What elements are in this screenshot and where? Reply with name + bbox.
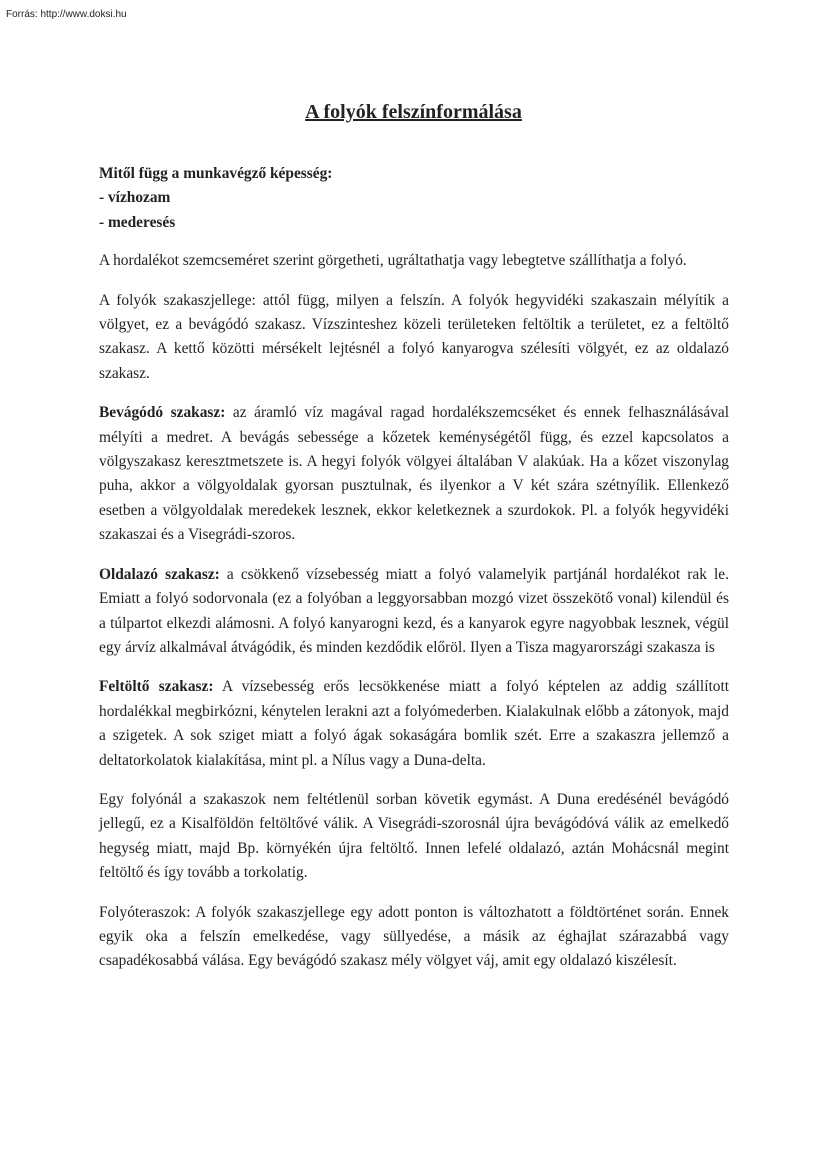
- paragraph-text: A folyók szakaszjellege: attól függ, milyen a felszín. A folyók hegyvidéki szakaszain mélyítik a völgyet, ez a bevágódó szakasz. Vízszinteshez közeli területeken feltöltik a területet, ez a feltöltő szakasz. A kettő közötti mérsékelt lejtésnél a folyó kanyarogva szélesíti völgyét, ez az oldalazó szakasz.: [99, 291, 729, 382]
- paragraph-text: Egy folyónál a szakaszok nem feltétlenül sorban követik egymást. A Duna eredésénél bevágódó jellegű, ez a Kisalföldön feltöltővé válik. A Visegrádi-szorosnál újra bevágódóvá válik az emelkedő hegység miatt, majd Bp. környékén újra feltöltő. Innen lefelé oldalazó, aztán Mohácsnál megint feltöltő és így tovább a torkolatig.: [99, 790, 729, 882]
- paragraph: [99, 401, 729, 547]
- document-body: [99, 162, 729, 989]
- paragraph: [99, 289, 729, 387]
- paragraph-text: a csökkenő vízsebesség miatt a folyó valamelyik partjánál hordalékot rak le. Emiatt a folyó sodorvonala (ez a folyóban a leggyorsabban mozgó vizet összekötő vonal) kilendül és a túlpartot elkezdi alámosni. A folyó kanyarogni kezd, és a kanyarok egyre nagyobbak lesznek, végül egy árvíz alkalmával átvágódik, és minden kezdődik előröl. Ilyen a Tisza magyarországi szakasza is: [99, 565, 729, 656]
- paragraph-lead: Feltöltő szakasz:: [99, 678, 214, 696]
- paragraph-text: az áramló víz magával ragad hordalékszemcséket és ennek felhasználásával mélyíti a medret. A bevágás sebessége a kőzetek keménységétől függ, és ezzel kapcsolatos a völgyszakasz keresztmetszete is. A hegyi folyók völgyei általában V alakúak. Ha a kőzet viszonylag puha, akkor a völgyoldalak gyorsan pusztulnak, és ilyenkor a V két szára szétnyílik. Ellenkező esetben a völgyoldalak meredekek lesznek, ekkor keletkeznek a szurdokok. Pl. a folyók hegyvidéki szakaszai és a Visegrádi-szoros.: [99, 404, 729, 544]
- paragraph-text: A vízsebesség erős lecsökkenése miatt a folyó képtelen az addig szállított hordalékkal megbirkózni, kénytelen lerakni azt a folyómederben. Kialakulnak előbb a zátonyok, majd a szigetek. A sok sziget miatt a folyó ágak sokaságára bomlik szét. Erre a szakaszra jellemző a deltatorkolatok kialakítása, mint pl. a Nílus vagy a Duna-delta.: [99, 678, 729, 769]
- paragraph-lead: Oldalazó szakasz:: [99, 565, 220, 583]
- paragraph-lead: Bevágódó szakasz:: [99, 404, 226, 422]
- source-note: Forrás: http://www.doksi.hu: [6, 9, 127, 20]
- paragraph: [99, 249, 729, 273]
- paragraph: [99, 788, 729, 886]
- paragraph: [99, 901, 729, 974]
- intro-block: [99, 162, 729, 235]
- paragraph-text: Folyóteraszok: A folyók szakaszjellege egy adott ponton is változhatott a földtörténet során. Ennek egyik oka a felszín emelkedése, vagy süllyedése, a másik az éghajlat szárazabbá vagy csapadékosabbá válása. Egy bevágódó szakasz mély völgyet váj, amit egy oldalazó kiszélesít.: [99, 903, 729, 970]
- paragraph: [99, 675, 729, 773]
- intro-item: - vízhozam: [99, 189, 171, 207]
- page-title: A folyók felszínformálása: [305, 101, 522, 123]
- intro-item: - mederesés: [99, 213, 176, 231]
- paragraph-text: A hordalékot szemcseméret szerint görgetheti, ugráltathatja vagy lebegtetve szállíthatja a folyó.: [99, 252, 687, 270]
- intro-heading: Mitől függ a munkavégző képesség:: [99, 165, 333, 182]
- paragraph: [99, 563, 729, 661]
